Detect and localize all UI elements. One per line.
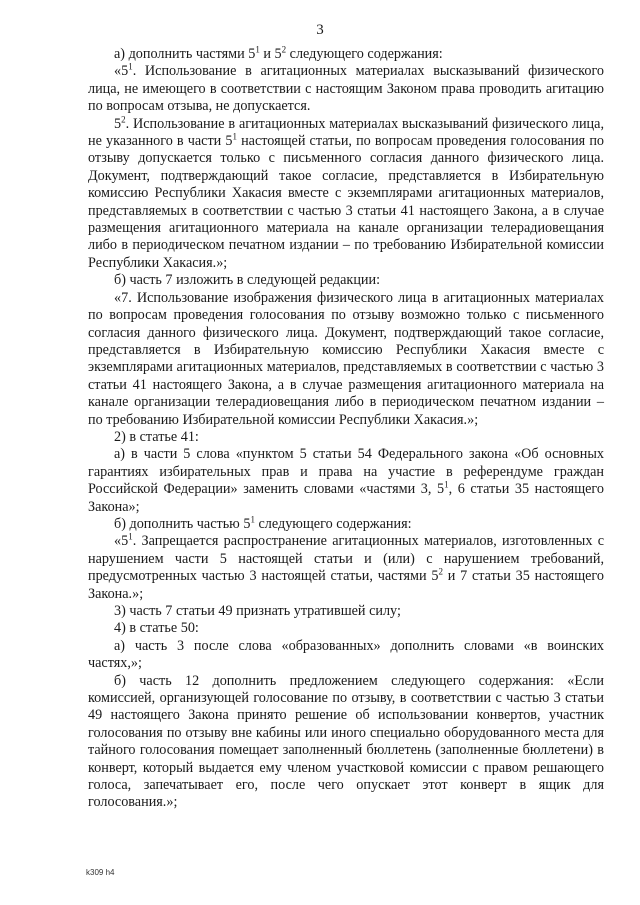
superscript-index: 1 bbox=[255, 44, 260, 55]
paragraph-text: б) дополнить частью 5 bbox=[114, 515, 251, 532]
paragraph-text: следующего содержания: bbox=[286, 46, 443, 62]
paragraph-text: а) в части 5 слова «пунктом 5 статьи 54 Федерального закона «Об основных гарантиях избирательных прав и права на участие в референдуме граждан Российской Федерации» заменить словами «частями 3, 5 bbox=[88, 446, 604, 498]
paragraph-text: следующего содержания: bbox=[254, 515, 412, 532]
paragraph-text: 2) в статье 41: bbox=[114, 428, 199, 445]
document-paragraph bbox=[88, 46, 604, 63]
document-paragraph bbox=[88, 429, 604, 446]
paragraph-text: . Запрещается распространение агитационных материалов, изготовленных с нарушением части 5 настоящей статьи и (или) с нарушением требований, предусмотренных частью 3 настоящей статьи, частями 5 bbox=[88, 533, 604, 585]
document-paragraph bbox=[88, 620, 604, 637]
paragraph-text: 5 bbox=[114, 115, 122, 132]
paragraph-text: б) часть 7 изложить в следующей редакции: bbox=[114, 272, 381, 289]
paragraph-text: , 6 статьи 35 настоящего Закона»; bbox=[88, 481, 604, 515]
paragraph-text: . Использование в агитационных материалах высказываний физического лица, не указанного в части 5 bbox=[88, 115, 604, 150]
superscript-index: 2 bbox=[121, 113, 126, 124]
superscript-index: 1 bbox=[250, 514, 255, 525]
paragraph-text: настоящей статьи, по вопросам проведения голосования по отзыву допускается только с письменного согласия данного физического лица. Документ, подтверждающий такое согласие, представляется в Избирательную комиссию Республики Хакасия вместе с экземплярами агитационных материалов, представляемых в соответствии с частью 3 статьи 41 настоящего Закона, а в случае размещения агитационного материала на канале организации телерадиовещания либо в периодическом печатном издании – по требованию Избирательной комиссии Республики Хакасия.»; bbox=[88, 133, 605, 271]
paragraph-text: . Использование в агитационных материалах высказываний физического лица, не имеющего в соответствии с настоящим Законом права проводить агитацию по вопросам отзыва, не допускается. bbox=[88, 63, 604, 115]
paragraph-text: 3) часть 7 статьи 49 признать утратившей силу; bbox=[114, 603, 401, 619]
paragraph-text: и 5 bbox=[259, 46, 282, 62]
document-paragraph bbox=[88, 638, 604, 673]
superscript-index: 2 bbox=[281, 44, 287, 55]
paragraph-text: а) дополнить частями 5 bbox=[114, 46, 256, 62]
superscript-index: 1 bbox=[128, 531, 133, 542]
superscript-index: 1 bbox=[444, 479, 449, 490]
document-paragraph bbox=[88, 63, 604, 115]
document-paragraph bbox=[88, 516, 604, 533]
superscript-index: 1 bbox=[128, 61, 133, 72]
footer-document-code: k309 h4 bbox=[86, 868, 115, 877]
paragraph-text: «5 bbox=[114, 533, 129, 550]
paragraph-text: и 7 статьи 35 настоящего Закона.»; bbox=[88, 568, 604, 602]
document-paragraph bbox=[88, 673, 604, 812]
page-number: 3 bbox=[316, 22, 324, 38]
document-paragraph bbox=[88, 290, 604, 429]
paragraph-text: «7. Использование изображения физического лица в агитационных материалах по вопросам проведения голосования по отзыву возможно только с письменного согласия данного физического лица. Документ, подтверждающий такое согласие, представляется в Избирательную комиссию Республики Хакасия вместе с экземплярами агитационных материалов, представляемых в соответствии с частью 3 статьи 41 настоящего Закона, а в случае размещения агитационного материала на канале организации телерадиовещания либо в периодическом печатном издании – по требованию Избирательной комиссии Республики Хакасия.»; bbox=[88, 289, 604, 428]
paragraph-text: б) часть 12 дополнить предложением следующего содержания: «Если комиссией, организующей голосование по отзыву, в соответствии с частью 3 статьи 49 настоящего Закона принято решение об использовании конвертов, участник голосования по отзыву вне кабины или иного специально оборудованного места для тайного голосования помещает заполненный бюллетень (заполненные бюллетени) в конверт, который выдается ему членом участковой комиссии с правом решающего голоса, запечатывает его, после чего опускает этот конверт в ящик для голосования.»; bbox=[88, 672, 604, 811]
document-paragraph bbox=[88, 533, 604, 603]
document-body bbox=[88, 46, 604, 812]
paragraph-text: «5 bbox=[114, 63, 129, 80]
paragraph-text: 4) в статье 50: bbox=[114, 620, 199, 637]
paragraph-text: а) часть 3 после слова «образованных» дополнить словами «в воинских частях,»; bbox=[88, 637, 604, 672]
document-paragraph bbox=[88, 446, 604, 516]
document-paragraph bbox=[88, 272, 604, 289]
superscript-index: 2 bbox=[438, 566, 443, 577]
document-paragraph bbox=[88, 113, 605, 273]
superscript-index: 1 bbox=[232, 131, 237, 142]
document-paragraph bbox=[88, 603, 604, 620]
